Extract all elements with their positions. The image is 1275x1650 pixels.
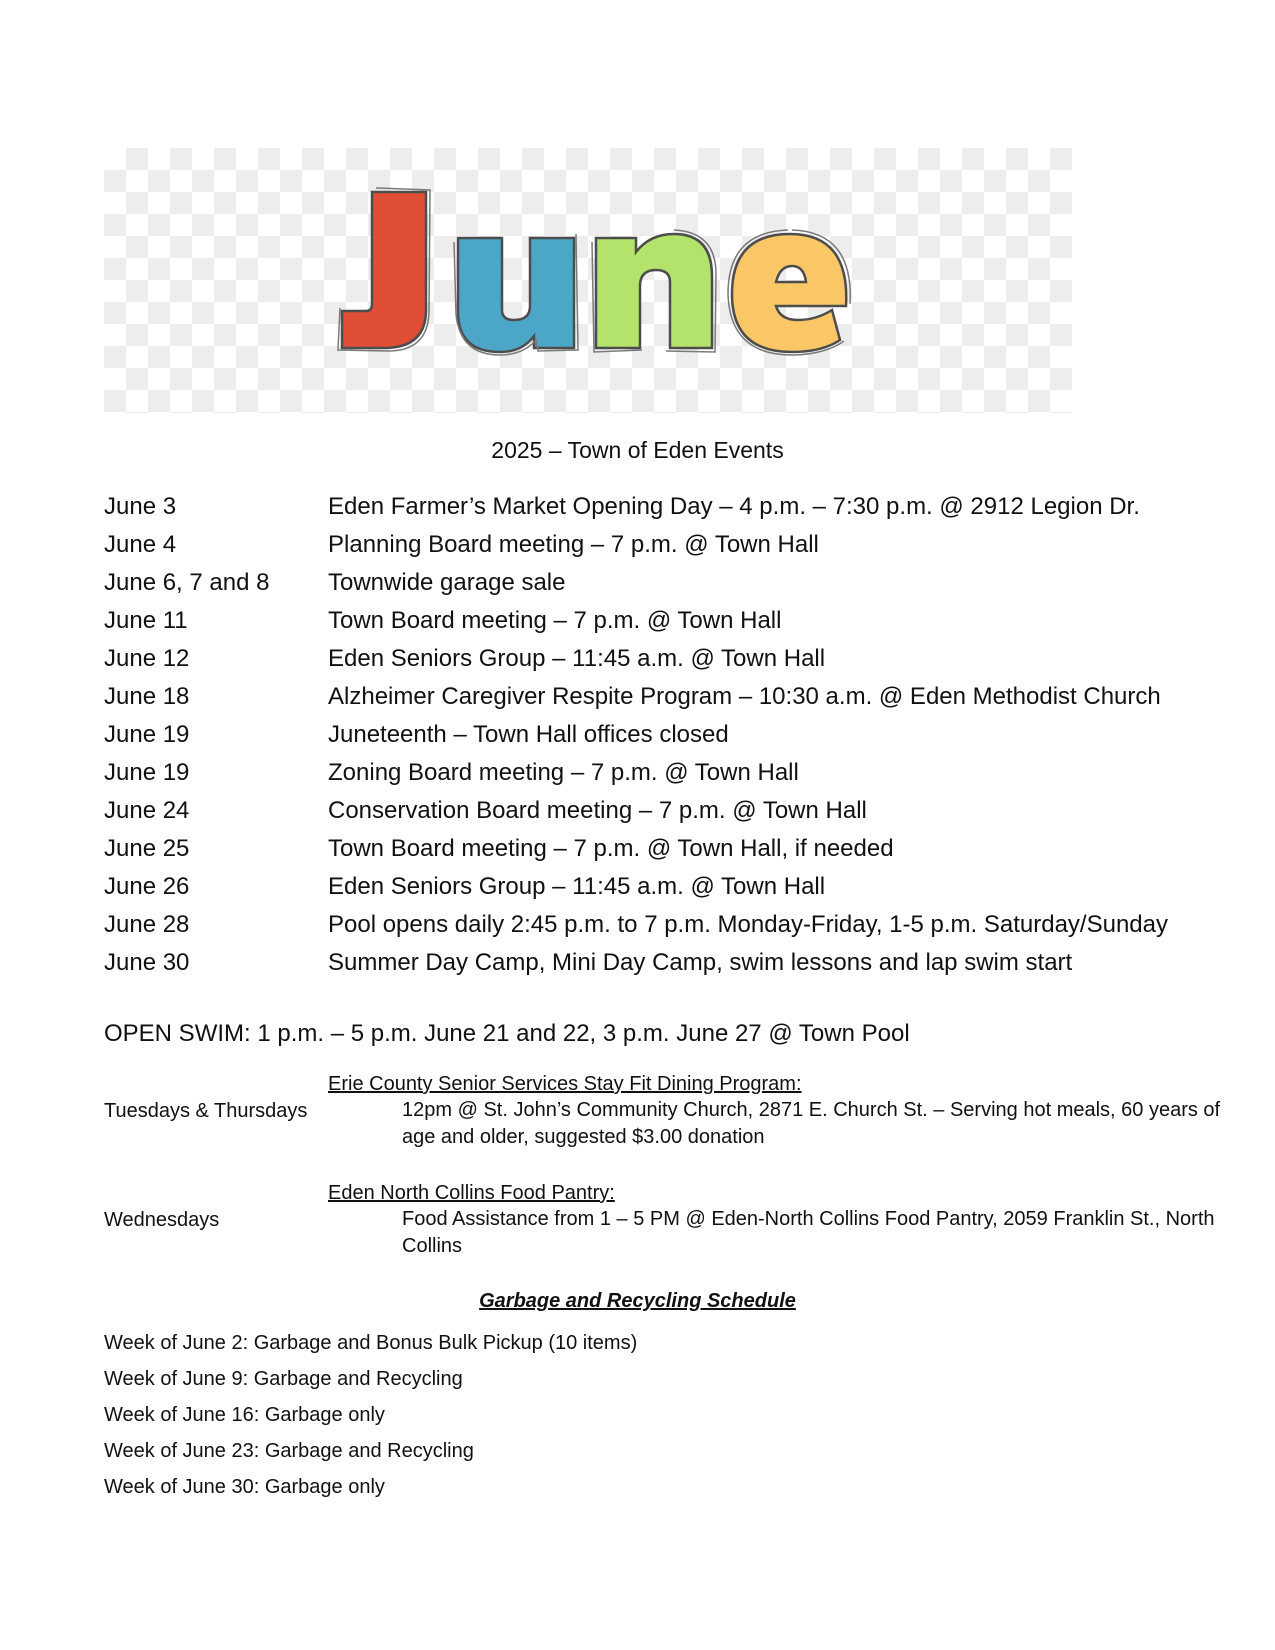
- event-row: [104, 526, 1254, 564]
- event-date: June 18: [104, 683, 190, 710]
- event-row: [104, 602, 1254, 640]
- garbage-schedule-item: Week of June 16: Garbage only: [104, 1404, 385, 1426]
- event-description: Town Board meeting – 7 p.m. @ Town Hall: [328, 607, 782, 634]
- event-date: June 24: [104, 797, 190, 824]
- event-row: [104, 640, 1254, 678]
- event-row: [104, 488, 1254, 526]
- event-description: Townwide garage sale: [328, 569, 566, 596]
- event-description: Eden Seniors Group – 11:45 a.m. @ Town Hall: [328, 873, 826, 900]
- program-day-food-pantry: Wednesdays: [104, 1209, 220, 1231]
- june-logo: [104, 148, 1072, 413]
- event-row: [104, 868, 1254, 906]
- event-description: Conservation Board meeting – 7 p.m. @ Town Hall: [328, 797, 867, 824]
- garbage-schedule-list: [104, 1325, 637, 1505]
- event-date: June 30: [104, 949, 190, 976]
- event-description: Juneteenth – Town Hall offices closed: [328, 721, 729, 748]
- program-description-food-pantry: Food Assistance from 1 – 5 PM @ Eden-North Collins Food Pantry, 2059 Franklin St., North Collins: [402, 1208, 1215, 1257]
- events-list: [104, 488, 1254, 982]
- event-description: Zoning Board meeting – 7 p.m. @ Town Hall: [328, 759, 799, 786]
- june-banner: [104, 148, 1072, 413]
- event-row: [104, 716, 1254, 754]
- program-description-senior-dining: 12pm @ St. John’s Community Church, 2871 E. Church St. – Serving hot meals, 60 years of age and older, suggested $3.00 donation: [402, 1099, 1221, 1148]
- event-date: June 4: [104, 531, 177, 558]
- logo-letter-u: [458, 238, 574, 352]
- event-date: June 3: [104, 493, 177, 520]
- garbage-schedule-item: Week of June 30: Garbage only: [104, 1476, 385, 1498]
- event-row: [104, 944, 1254, 982]
- event-row: [104, 792, 1254, 830]
- event-date: June 26: [104, 873, 190, 900]
- event-date: June 25: [104, 835, 190, 862]
- event-date: June 11: [104, 607, 188, 634]
- program-day-senior-dining: Tuesdays & Thursdays: [104, 1100, 308, 1122]
- event-row: [104, 830, 1254, 868]
- logo-letter-e: [732, 234, 846, 352]
- logo-letter-j: [342, 192, 426, 348]
- event-description: Summer Day Camp, Mini Day Camp, swim lessons and lap swim start: [328, 949, 1073, 976]
- garbage-schedule-item: Week of June 2: Garbage and Bonus Bulk Pickup (10 items): [104, 1332, 638, 1354]
- event-description: Pool opens daily 2:45 p.m. to 7 p.m. Monday-Friday, 1-5 p.m. Saturday/Sunday: [328, 911, 1168, 938]
- event-row: [104, 754, 1254, 792]
- event-row: [104, 906, 1254, 944]
- event-description: Town Board meeting – 7 p.m. @ Town Hall, if needed: [328, 835, 894, 862]
- event-row: [104, 564, 1254, 602]
- event-date: June 19: [104, 759, 190, 786]
- event-date: June 6, 7 and 8: [104, 569, 270, 596]
- event-date: June 19: [104, 721, 190, 748]
- event-description: Eden Farmer’s Market Opening Day – 4 p.m. – 7:30 p.m. @ 2912 Legion Dr.: [328, 493, 1140, 520]
- garbage-schedule-title: Garbage and Recycling Schedule: [479, 1290, 796, 1312]
- garbage-schedule-item: Week of June 23: Garbage and Recycling: [104, 1440, 474, 1462]
- event-description: Eden Seniors Group – 11:45 a.m. @ Town Hall: [328, 645, 826, 672]
- event-description: Planning Board meeting – 7 p.m. @ Town Hall: [328, 531, 819, 558]
- logo-letter-n: [596, 234, 712, 348]
- event-description: Alzheimer Caregiver Respite Program – 10:30 a.m. @ Eden Methodist Church: [328, 683, 1161, 710]
- page-subtitle: 2025 – Town of Eden Events: [491, 437, 784, 463]
- event-row: [104, 678, 1254, 716]
- garbage-schedule-item: Week of June 9: Garbage and Recycling: [104, 1368, 463, 1390]
- open-swim-notice: OPEN SWIM: 1 p.m. – 5 p.m. June 21 and 22, 3 p.m. June 27 @ Town Pool: [104, 1020, 910, 1047]
- program-heading-food-pantry: Eden North Collins Food Pantry:: [328, 1182, 615, 1204]
- program-heading-senior-dining: Erie County Senior Services Stay Fit Dining Program:: [328, 1073, 802, 1095]
- event-date: June 28: [104, 911, 190, 938]
- event-date: June 12: [104, 645, 190, 672]
